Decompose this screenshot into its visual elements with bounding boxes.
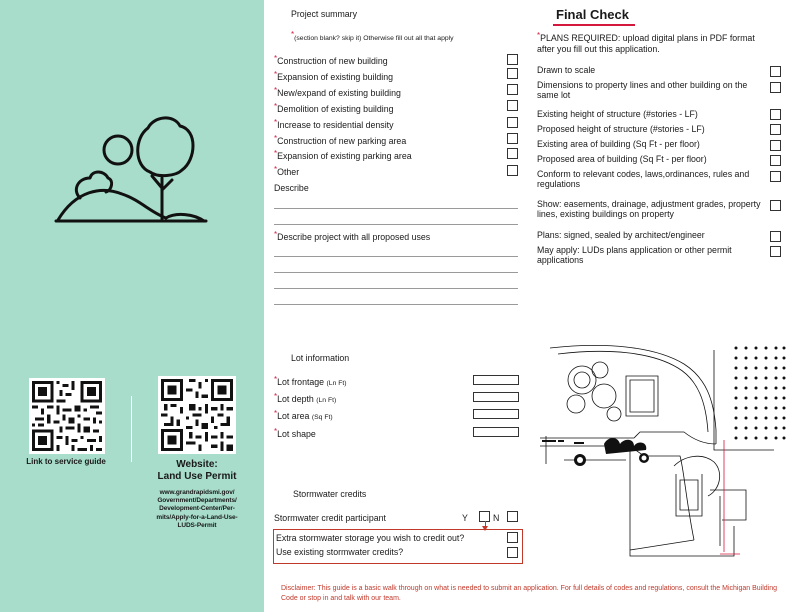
lot-field-text: Lot depth xyxy=(277,394,314,404)
other-checkbox[interactable] xyxy=(507,165,518,176)
summary-item-label xyxy=(274,72,393,82)
website-label: Website: xyxy=(176,459,218,470)
describe-project-label xyxy=(274,232,430,242)
summary-item-label xyxy=(274,136,406,146)
website-caption xyxy=(138,459,256,483)
extra-storage-checkbox[interactable] xyxy=(507,532,518,543)
describe-project-line[interactable] xyxy=(274,304,518,305)
site-plan-drawing xyxy=(534,340,788,565)
summary-item-text: New/expand of existing building xyxy=(277,88,401,98)
final-check-underline xyxy=(553,24,635,26)
qr-divider xyxy=(131,396,132,462)
plans-required-note xyxy=(537,33,757,54)
expansion-existing-parking-checkbox[interactable] xyxy=(507,148,518,159)
lot-depth-label xyxy=(274,394,336,404)
drawn-to-scale-checkbox[interactable] xyxy=(770,66,781,77)
lot-field-unit: (Ln Ft) xyxy=(326,380,347,387)
lot-shape-input[interactable] xyxy=(473,427,519,437)
required-asterisk: * xyxy=(274,70,278,79)
website-url-line: mits/Apply-for-a-Land-Use- xyxy=(156,513,238,521)
service-guide-caption: Link to service guide xyxy=(26,457,106,466)
existing-height-checkbox[interactable] xyxy=(770,109,781,120)
required-asterisk: * xyxy=(274,392,278,401)
lot-frontage-input[interactable] xyxy=(473,375,519,385)
existing-credits-checkbox[interactable] xyxy=(507,547,518,558)
extra-storage-label: Extra stormwater storage you wish to credit out? xyxy=(276,533,465,543)
no-label: N xyxy=(493,513,500,523)
final-check-heading: Final Check xyxy=(556,7,629,22)
lot-field-text: Lot shape xyxy=(277,429,316,439)
dimensions-checkbox[interactable] xyxy=(770,82,781,93)
existing-credits-label: Use existing stormwater credits? xyxy=(276,547,404,557)
website-title: Land Use Permit xyxy=(157,471,237,482)
construction-new-parking-checkbox[interactable] xyxy=(507,133,518,144)
final-check-item: Existing area of building (Sq Ft - per floor) xyxy=(537,139,700,149)
website-url-line: www.grandrapidsmi.gov/ xyxy=(159,489,235,496)
summary-item-text: Expansion of existing parking area xyxy=(277,151,412,161)
summary-item-label xyxy=(274,88,401,98)
final-check-item: Conform to relevant codes, laws,ordinances, rules and regulations xyxy=(537,169,750,189)
required-asterisk: * xyxy=(274,165,278,174)
required-asterisk: * xyxy=(274,149,278,158)
show-easements-checkbox[interactable] xyxy=(770,200,781,211)
summary-item-text: Construction of new building xyxy=(277,56,388,66)
final-check-item: Show: easements, drainage, adjustment grades, property lines, existing buildings on property xyxy=(537,199,761,219)
website-url-line: Development-Center/Per- xyxy=(159,505,235,513)
left-panel xyxy=(0,0,264,612)
final-check-item: Proposed height of structure (#stories - LF) xyxy=(537,124,705,134)
website-url-line: LUDS-Permit xyxy=(177,521,217,529)
summary-item-label xyxy=(274,151,412,161)
demolition-existing-building-checkbox[interactable] xyxy=(507,100,518,111)
increase-residential-density-checkbox[interactable] xyxy=(507,117,518,128)
required-asterisk: * xyxy=(274,86,278,95)
describe-line[interactable] xyxy=(274,208,518,209)
project-summary-heading: Project summary xyxy=(291,9,357,19)
disclaimer: Disclaimer: This guide is a basic walk through on what is needed to submit an application. For full details of codes and regulations, consult the Michigan Building Code or stop in and talk with our team. xyxy=(281,585,777,602)
may-apply-checkbox[interactable] xyxy=(770,246,781,257)
lot-area-label xyxy=(274,411,333,421)
summary-item-label xyxy=(274,120,394,130)
proposed-height-checkbox[interactable] xyxy=(770,124,781,135)
summary-item-label xyxy=(274,104,394,114)
lot-frontage-label xyxy=(274,377,347,387)
new-expand-existing-building-checkbox[interactable] xyxy=(507,84,518,95)
required-asterisk: * xyxy=(291,30,295,39)
summary-item-text: Demolition of existing building xyxy=(277,104,394,114)
lot-field-unit: (Ln Ft) xyxy=(316,397,337,404)
required-asterisk: * xyxy=(274,409,278,418)
required-asterisk: * xyxy=(274,54,278,63)
required-asterisk: * xyxy=(274,230,278,239)
required-asterisk: * xyxy=(274,102,278,111)
describe-project-line[interactable] xyxy=(274,272,518,273)
project-summary-note-text: (section blank? skip it) Otherwise fill out all that apply xyxy=(294,35,454,42)
final-check-item: Existing height of structure (#stories - LF) xyxy=(537,109,698,119)
lot-shape-label xyxy=(274,429,316,439)
final-check-item: Proposed area of building (Sq Ft - per floor) xyxy=(537,154,707,164)
plans-required-text: PLANS REQUIRED: upload digital plans in PDF format after you fill out this application. xyxy=(537,33,755,54)
required-asterisk: * xyxy=(274,427,278,436)
lot-field-unit: (Sq Ft) xyxy=(311,414,333,421)
final-check-item: Plans: signed, sealed by architect/engineer xyxy=(537,230,705,240)
landscape-illustration xyxy=(50,108,215,233)
proposed-area-checkbox[interactable] xyxy=(770,155,781,166)
lot-information-heading: Lot information xyxy=(291,353,350,363)
construction-new-building-checkbox[interactable] xyxy=(507,54,518,65)
describe-line[interactable] xyxy=(274,224,518,225)
summary-item-text: Expansion of existing building xyxy=(277,72,394,82)
describe-label: Describe xyxy=(274,183,309,193)
describe-project-line[interactable] xyxy=(274,256,518,257)
lot-depth-input[interactable] xyxy=(473,392,519,402)
describe-project-line[interactable] xyxy=(274,288,518,289)
expansion-existing-building-checkbox[interactable] xyxy=(507,68,518,79)
summary-item-label xyxy=(274,56,388,66)
website-url[interactable] xyxy=(144,489,250,530)
summary-item-label xyxy=(274,167,299,177)
final-check-item: May apply: LUDs plans application or other permit applications xyxy=(537,245,732,265)
yes-label: Y xyxy=(462,513,468,523)
lot-field-text: Lot area xyxy=(277,411,310,421)
existing-area-checkbox[interactable] xyxy=(770,140,781,151)
website-url-line: Government/Departments/ xyxy=(157,497,237,505)
website-qr-code[interactable] xyxy=(158,376,236,454)
final-check-item: Drawn to scale xyxy=(537,65,596,75)
summary-item-text: Construction of new parking area xyxy=(277,136,407,146)
stormwater-participant-label: Stormwater credit participant xyxy=(274,513,386,523)
required-asterisk: * xyxy=(274,134,278,143)
project-summary-note xyxy=(291,30,454,42)
stormwater-heading: Stormwater credits xyxy=(293,489,367,499)
lot-area-input[interactable] xyxy=(473,409,519,419)
stormwater-no-checkbox[interactable] xyxy=(507,511,518,522)
service-guide-qr-code[interactable] xyxy=(29,378,105,454)
required-asterisk: * xyxy=(274,118,278,127)
summary-item-text: Other xyxy=(277,167,300,177)
describe-project-text: Describe project with all proposed uses xyxy=(277,232,431,242)
required-asterisk: * xyxy=(274,375,278,384)
conform-codes-checkbox[interactable] xyxy=(770,171,781,182)
plans-signed-checkbox[interactable] xyxy=(770,231,781,242)
final-check-item: Dimensions to property lines and other building on the same lot xyxy=(537,80,748,100)
required-asterisk: * xyxy=(537,31,541,40)
lot-field-text: Lot frontage xyxy=(277,377,325,387)
summary-item-text: Increase to residential density xyxy=(277,120,394,130)
